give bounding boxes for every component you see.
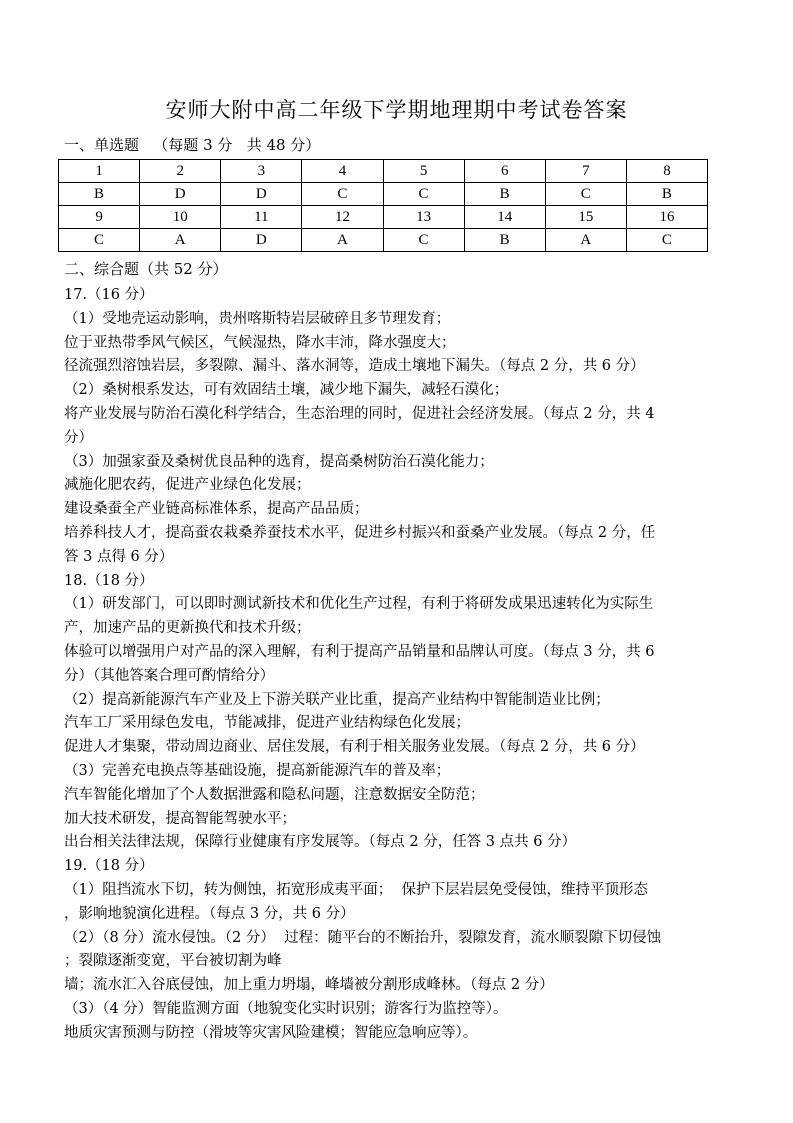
- answer-line: 分）: [64, 429, 93, 446]
- question-number-row: [59, 160, 708, 183]
- answer-cell: C: [383, 229, 464, 252]
- answer-line: ，影响地貌演化进程。（每点 3 分，共 6 分）: [64, 905, 355, 922]
- question-number-cell: 16: [626, 206, 707, 229]
- answer-cell: B: [464, 229, 545, 252]
- question-number-cell: 10: [140, 206, 221, 229]
- answer-cell: B: [464, 183, 545, 206]
- answer-line: 体验可以增强用户对产品的深入理解，有利于提高产品销量和品牌认可度。（每点 3 分，共 6: [64, 643, 655, 660]
- answer-line: （2）（8 分）流水侵蚀。（2 分） 过程：随平台的不断抬升，裂隙发育，流水顺裂隙下切侵蚀: [64, 929, 662, 946]
- answer-line: 减施化肥农药，促进产业绿色化发展；: [64, 477, 311, 494]
- answer-cell: C: [302, 183, 383, 206]
- answer-line: 答 3 点得 6 分）: [64, 548, 174, 565]
- answer-cell: B: [59, 183, 140, 206]
- answer-line: （1）受地壳运动影响，贵州喀斯特岩层破碎且多节理发育；: [64, 310, 451, 327]
- answer-line: 出台相关法律法规，保障行业健康有序发展等。（每点 2 分，任答 3 点共 6 分）: [64, 834, 577, 851]
- question-number-row: [59, 206, 708, 229]
- question-number-cell: 1: [59, 160, 140, 183]
- answer-cell: D: [221, 229, 302, 252]
- question-number-cell: 12: [302, 206, 383, 229]
- answer-cell: C: [626, 229, 707, 252]
- answer-line: （3）（4 分）智能监测方面（地貌变化实时识别；游客行为监控等）。: [64, 1000, 508, 1017]
- answer-line: 分）（其他答案合理可酌情给分）: [64, 667, 275, 684]
- answer-line: 将产业发展与防治石漠化科学结合，生态治理的同时，促进社会经济发展。（每点 2 分，共 4: [64, 405, 655, 422]
- answer-line: 地质灾害预测与防控（滑坡等灾害风险建模；智能应急响应等）。: [64, 1024, 478, 1041]
- answer-cell: C: [59, 229, 140, 252]
- question-number-cell: 5: [383, 160, 464, 183]
- answer-cell: C: [383, 183, 464, 206]
- answer-cell: D: [221, 183, 302, 206]
- question-number-cell: 8: [626, 160, 707, 183]
- section-2-heading: 二、综合题（共 52 分）: [64, 260, 228, 278]
- answer-line: 建设桑蚕全产业链高标准体系，提高产品品质；: [64, 501, 369, 518]
- answer-line: 19.（18 分）: [64, 858, 154, 875]
- answer-line: 18.（18 分）: [64, 572, 154, 589]
- answer-line: 加大技术研发，提高智能驾驶水平；: [64, 810, 296, 827]
- answer-line: （3）加强家蚕及桑树优良品种的选育，提高桑树防治石漠化能力；: [64, 453, 494, 470]
- question-number-cell: 9: [59, 206, 140, 229]
- answer-line: （1）阻挡流水下切，转为侧蚀，拓宽形成夷平面； 保护下层岩层免受侵蚀，维持平顶形态: [64, 881, 648, 898]
- page-title: 安师大附中高二年级下学期地理期中考试卷答案: [165, 98, 628, 122]
- answer-line: 产，加速产品的更新换代和技术升级；: [64, 620, 311, 637]
- answer-line: 汽车工厂采用绿色发电，节能减排，促进产业结构绿色化发展；: [64, 715, 470, 732]
- answer-cell: B: [626, 183, 707, 206]
- answer-line: （2）桑树根系发达，可有效固结土壤，减少地下漏失，减轻石漠化；: [64, 382, 509, 399]
- answer-line: ；裂隙逐渐变宽，平台被切割为峰: [64, 953, 282, 970]
- answer-line: （1）研发部门，可以即时测试新技术和优化生产过程，有利于将研发成果迅速转化为实际生: [64, 596, 654, 613]
- answer-line: 位于亚热带季风气候区，气候湿热，降水丰沛，降水强度大；: [64, 334, 456, 351]
- answer-cell: A: [302, 229, 383, 252]
- answer-row: [59, 183, 708, 206]
- answer-cell: C: [545, 183, 626, 206]
- answer-cell: A: [545, 229, 626, 252]
- answer-cell: A: [140, 229, 221, 252]
- question-number-cell: 13: [383, 206, 464, 229]
- answer-line: （3）完善充电换点等基础设施，提高新能源汽车的普及率；: [64, 762, 451, 779]
- answer-line: 汽车智能化增加了个人数据泄露和隐私问题，注意数据安全防范；: [64, 786, 485, 803]
- question-number-cell: 6: [464, 160, 545, 183]
- answer-line: 径流强烈溶蚀岩层，多裂隙、漏斗、落水洞等，造成土壤地下漏失。（每点 2 分，共 6 分）: [64, 358, 645, 375]
- question-number-cell: 2: [140, 160, 221, 183]
- answer-line: 17.（16 分）: [64, 287, 154, 303]
- answer-line: 墙；流水汇入谷底侵蚀，加上重力坍塌，峰墙被分割形成峰林。（每点 2 分）: [64, 977, 554, 994]
- section-1-heading: 一、单选题 （每题 3 分 共 48 分）: [64, 136, 321, 154]
- question-number-cell: 7: [545, 160, 626, 183]
- answer-line: 培养科技人才，提高蚕农栽桑养蚕技术水平，促进乡村振兴和蚕桑产业发展。（每点 2 分，任: [64, 524, 656, 541]
- answer-line: 促进人才集聚，带动周边商业、居住发展，有利于相关服务业发展。（每点 2 分，共 6 分）: [64, 739, 645, 756]
- question-number-cell: 4: [302, 160, 383, 183]
- question-number-cell: 15: [545, 206, 626, 229]
- answer-body: [64, 284, 718, 1046]
- question-number-cell: 14: [464, 206, 545, 229]
- answer-row: [59, 229, 708, 252]
- answer-line: （2）提高新能源汽车产业及上下游关联产业比重，提高产业结构中智能制造业比例；: [64, 691, 610, 708]
- question-number-cell: 3: [221, 160, 302, 183]
- answer-cell: D: [140, 183, 221, 206]
- question-number-cell: 11: [221, 206, 302, 229]
- answer-table: [58, 159, 708, 252]
